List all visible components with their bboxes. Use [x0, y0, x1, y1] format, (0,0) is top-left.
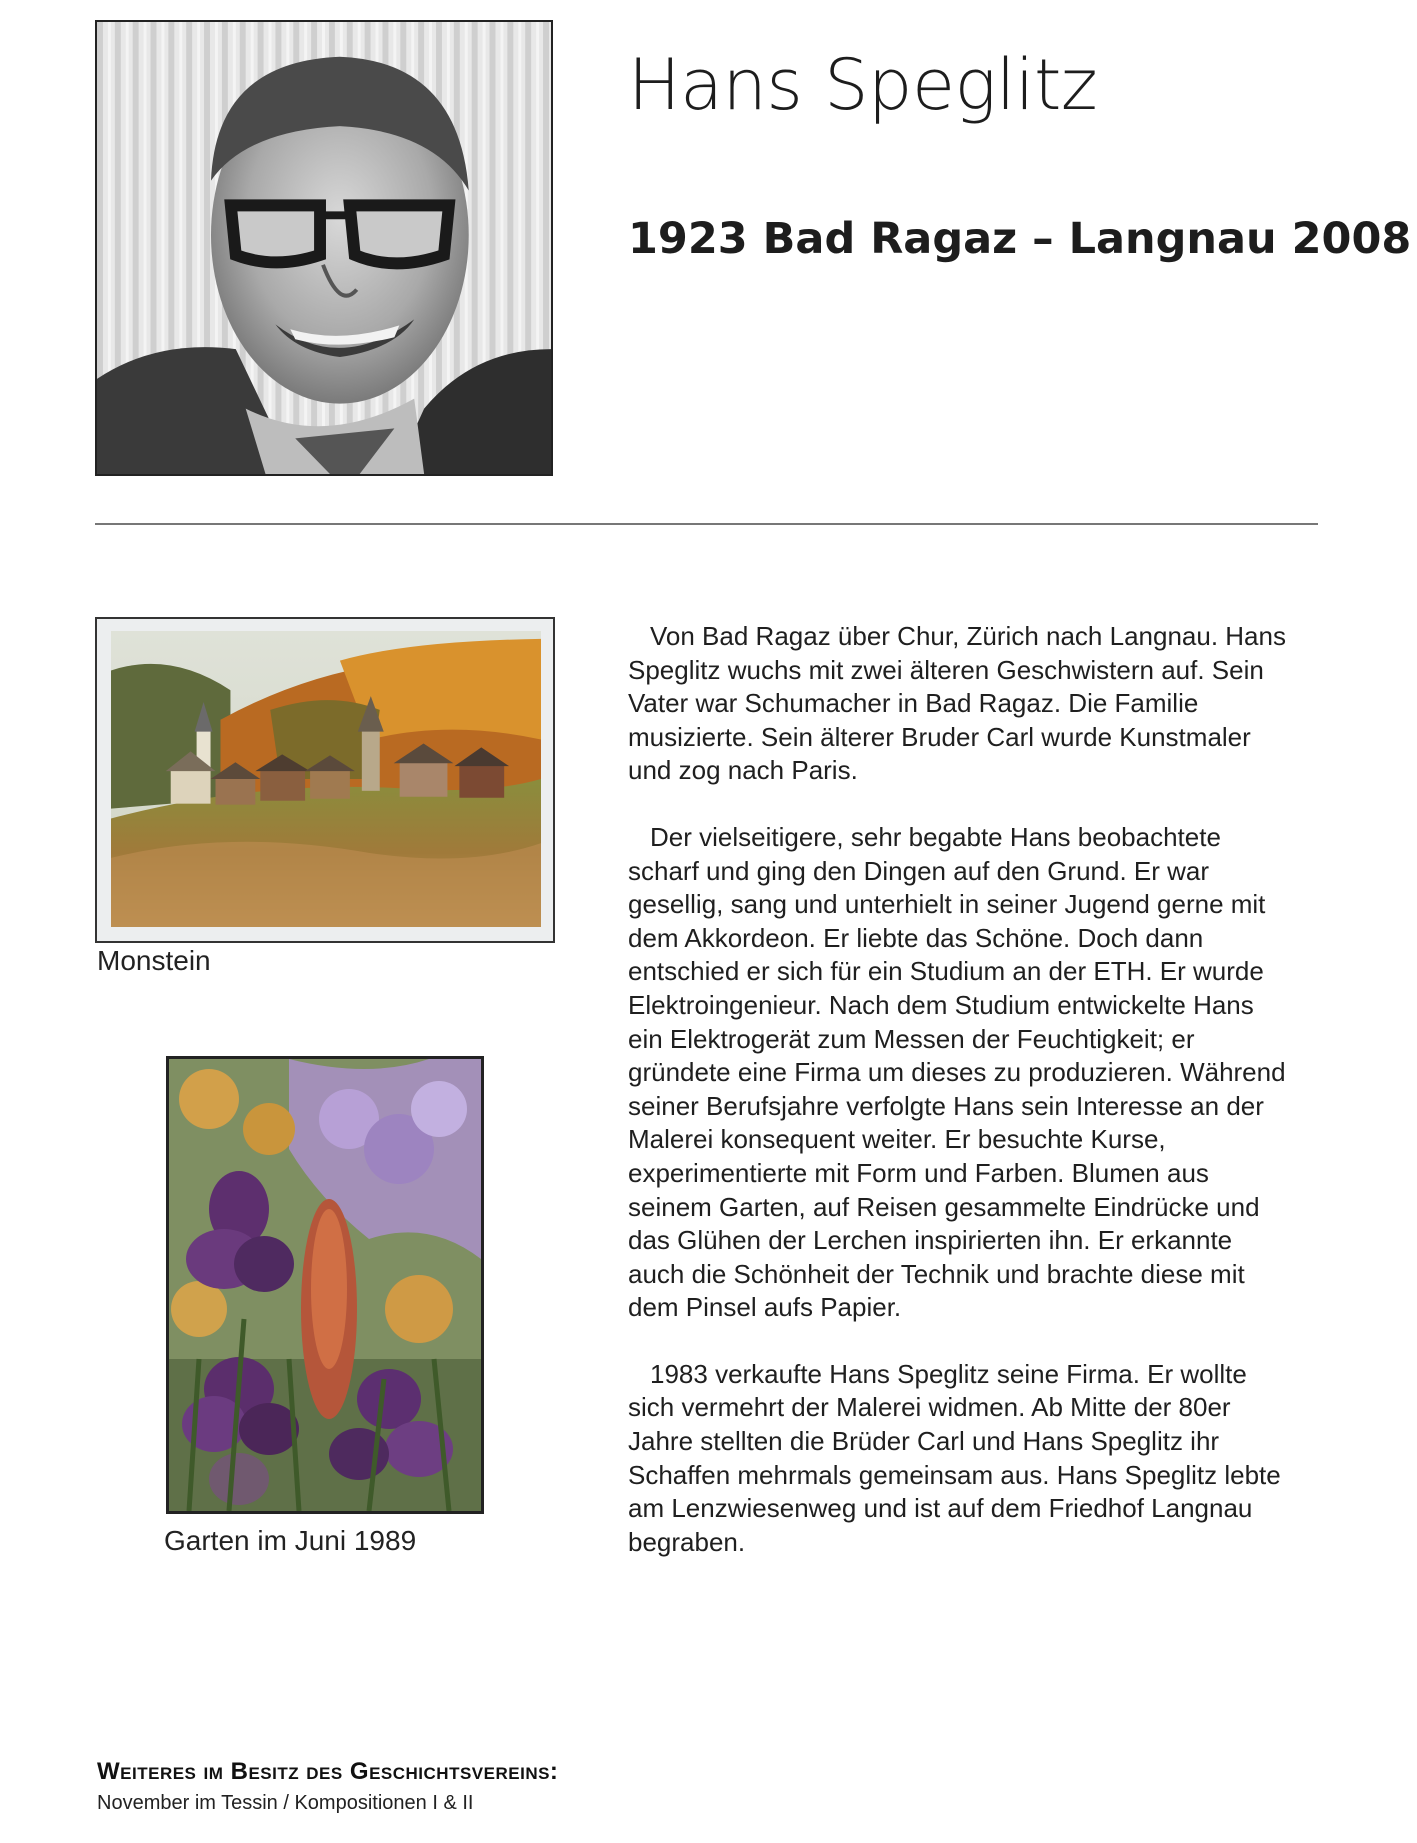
painting-monstein-illustration [111, 631, 541, 927]
footer-works: November im Tessin / Kompositionen I & II [97, 1792, 474, 1814]
biography-paragraph: Von Bad Ragaz über Chur, Zürich nach Langnau. Hans Speglitz wuchs mit zwei älteren Geschwistern auf. Sein Vater war Schumacher in Bad Ragaz. Die Familie musizierte. Sein älterer Bruder Carl wurde Kunstmaler und zog nach Paris. [628, 621, 1286, 786]
footer-title: Weiteres im Besitz des Geschichtsvereins: [97, 1758, 559, 1785]
divider [95, 523, 1318, 525]
life-dates: 1923 Bad Ragaz – Langnau 2008 [628, 214, 1412, 264]
page-title: Hans Speglitz [628, 44, 1098, 126]
caption-monstein: Monstein [97, 945, 211, 976]
portrait-photo [95, 20, 553, 476]
biography [628, 620, 1288, 1592]
footer [97, 1758, 558, 1815]
painting-garten [166, 1056, 484, 1514]
caption-garten: Garten im Juni 1989 [164, 1525, 417, 1556]
painting-garten-illustration [169, 1059, 481, 1511]
portrait-illustration [97, 22, 551, 474]
painting-monstein [95, 617, 555, 943]
biography-paragraph: 1983 verkaufte Hans Speglitz seine Firma. Er wollte sich vermehrt der Malerei widmen. Ab Mitte der 80er Jahre stellten die Brüder Carl und Hans Speglitz ihr Schaffen mehrmals gemeinsam aus. Hans Speglitz lebte am Lenzwiesenweg und ist auf dem Friedhof Langnau begraben. [628, 1358, 1281, 1557]
biography-paragraph: Der vielseitigere, sehr begabte Hans beobachtete scharf und ging den Dingen auf den Grund. Er war gesellig, sang und unterhielt in seiner Jugend gerne mit dem Akkordeon. Er liebte das Schöne. Doch dann entschied er sich für ein Studium an der ETH. Er wurde Elektroingenieur. Nach dem Studium entwickelte Hans ein Elektrogerät zum Messen der Feuchtigkeit; er gründete eine Firma um dieses zu produzieren. Während seiner Berufsjahre verfolgte Hans sein Interesse an der Malerei konsequent weiter. Er besuchte Kurse, experimentierte mit Form und Farben. Blumen aus seinem Garten, auf Reisen gesammelte Eindrücke und das Glühen der Lerchen inspirierten ihn. Er erkannte auch die Schönheit der Technik und brachte diese mit dem Pinsel aufs Papier. [628, 821, 1286, 1323]
